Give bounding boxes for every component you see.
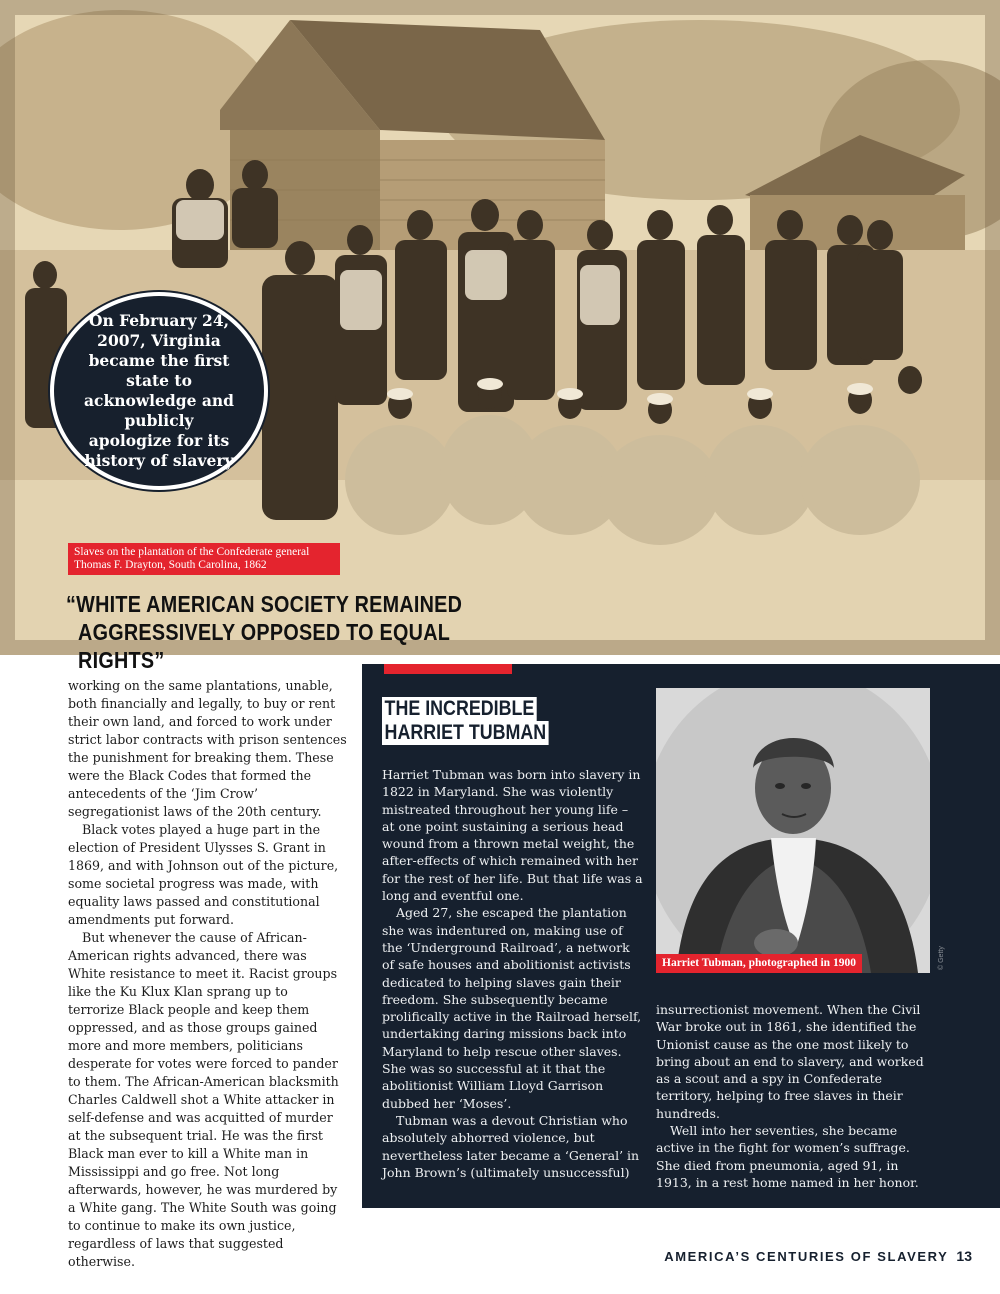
photo-caption: Slaves on the plantation of the Confederate general Thomas F. Drayton, South Carolina, 1862 (68, 543, 340, 575)
article-paragraph: Black votes played a huge part in the election of President Ulysses S. Grant in 1869, and with Johnson out of the picture, some societal progress was made, with equality laws passed and constitutional amendments put forward. (68, 822, 339, 927)
page-footer (664, 1248, 972, 1264)
sidebar-title-line-1: THE INCREDIBLE (382, 697, 537, 721)
pull-quote-line-2: AGGRESSIVELY OPPOSED TO EQUAL RIGHTS” (78, 619, 450, 673)
sidebar-paragraph: Well into her seventies, she became active in the fight for women’s suffrage. She died from pneumonia, aged 91, in 1913, in a rest home named in her honor. (656, 1123, 919, 1190)
article-paragraph: But whenever the cause of African-American rights advanced, there was White resistance to meet it. Racist groups like the Ku Klux Klan sprang up to terrorize Black people and keep them oppressed, and as those groups gained more and more members, politicians desperate for votes were forced to pander to them. The African-American blacksmith Charles Caldwell shot a White attacker in self-defense and was acquitted of murder at the subsequent trial. He was the first Black man ever to kill a White man in Mississippi and go free. Not long afterwards, however, he was murdered by a White gang. The White South was going to continue to make its own justice, regardless of laws that suggested otherwise. (68, 930, 339, 1269)
pull-quote (66, 590, 513, 674)
portrait-illustration (656, 688, 930, 973)
portrait-caption: Harriet Tubman, photographed in 1900 (656, 954, 862, 973)
sidebar-paragraph: Aged 27, she escaped the plantation she was indentured on, making use of the ‘Underground Railroad’, a network of safe houses and abolitionist activists dedicated to helping slaves gain their freedom. She subsequently became prolifically active in the Railroad herself, undertaking daring missions back into Maryland to help rescue other slaves. She was so successful at it that the abolitionist William Lloyd Garrison dubbed her ‘Moses’. (382, 905, 642, 1111)
main-article-column (68, 677, 348, 1271)
pull-quote-line-1: “WHITE AMERICAN SOCIETY REMAINED (66, 591, 463, 617)
sidebar-column-2 (656, 1001, 926, 1191)
sidebar-column-1 (382, 766, 644, 1181)
sidebar-accent-bar (384, 664, 512, 674)
sidebar-title-line-2: HARRIET TUBMAN (382, 721, 549, 745)
harriet-tubman-portrait (656, 688, 930, 973)
series-title: AMERICA’S CENTURIES OF SLAVERY (664, 1249, 949, 1264)
fact-callout-text: On February 24, 2007, Virginia became the first state to acknowledge and publicly apologize for its history of slavery (84, 311, 235, 470)
sidebar-paragraph: insurrectionist movement. When the Civil War broke out in 1861, she identified the Unionist cause as the one most likely to bring about an end to slavery, and worked as a scout and a spy in Confederate territory, helping to free slaves in their hundreds. (656, 1002, 924, 1121)
sidebar-title (382, 697, 578, 745)
sidebar-paragraph: Harriet Tubman was born into slavery in 1822 in Maryland. She was violently mistreated throughout her young life – at one point sustaining a serious head wound from a thrown metal weight, the after-effects of which remained with her for the rest of her life. But that life was a long and eventful one. (382, 767, 643, 904)
page-number: 13 (956, 1248, 972, 1264)
article-paragraph: working on the same plantations, unable, both financially and legally, to buy or rent their own land, and forced to work under strict labor contracts with prison sentences the punishment for breaking them. These were the Black Codes that formed the antecedents of the ‘Jim Crow’ segregationist laws of the 20th century. (68, 678, 347, 819)
sidebar-paragraph: Tubman was a devout Christian who absolutely abhorred violence, but nevertheless later became a ‘General’ in John Brown’s (ultimately unsuccessful) (382, 1112, 640, 1180)
fact-callout-circle (50, 292, 268, 490)
photo-credit: © Getty (938, 946, 945, 970)
